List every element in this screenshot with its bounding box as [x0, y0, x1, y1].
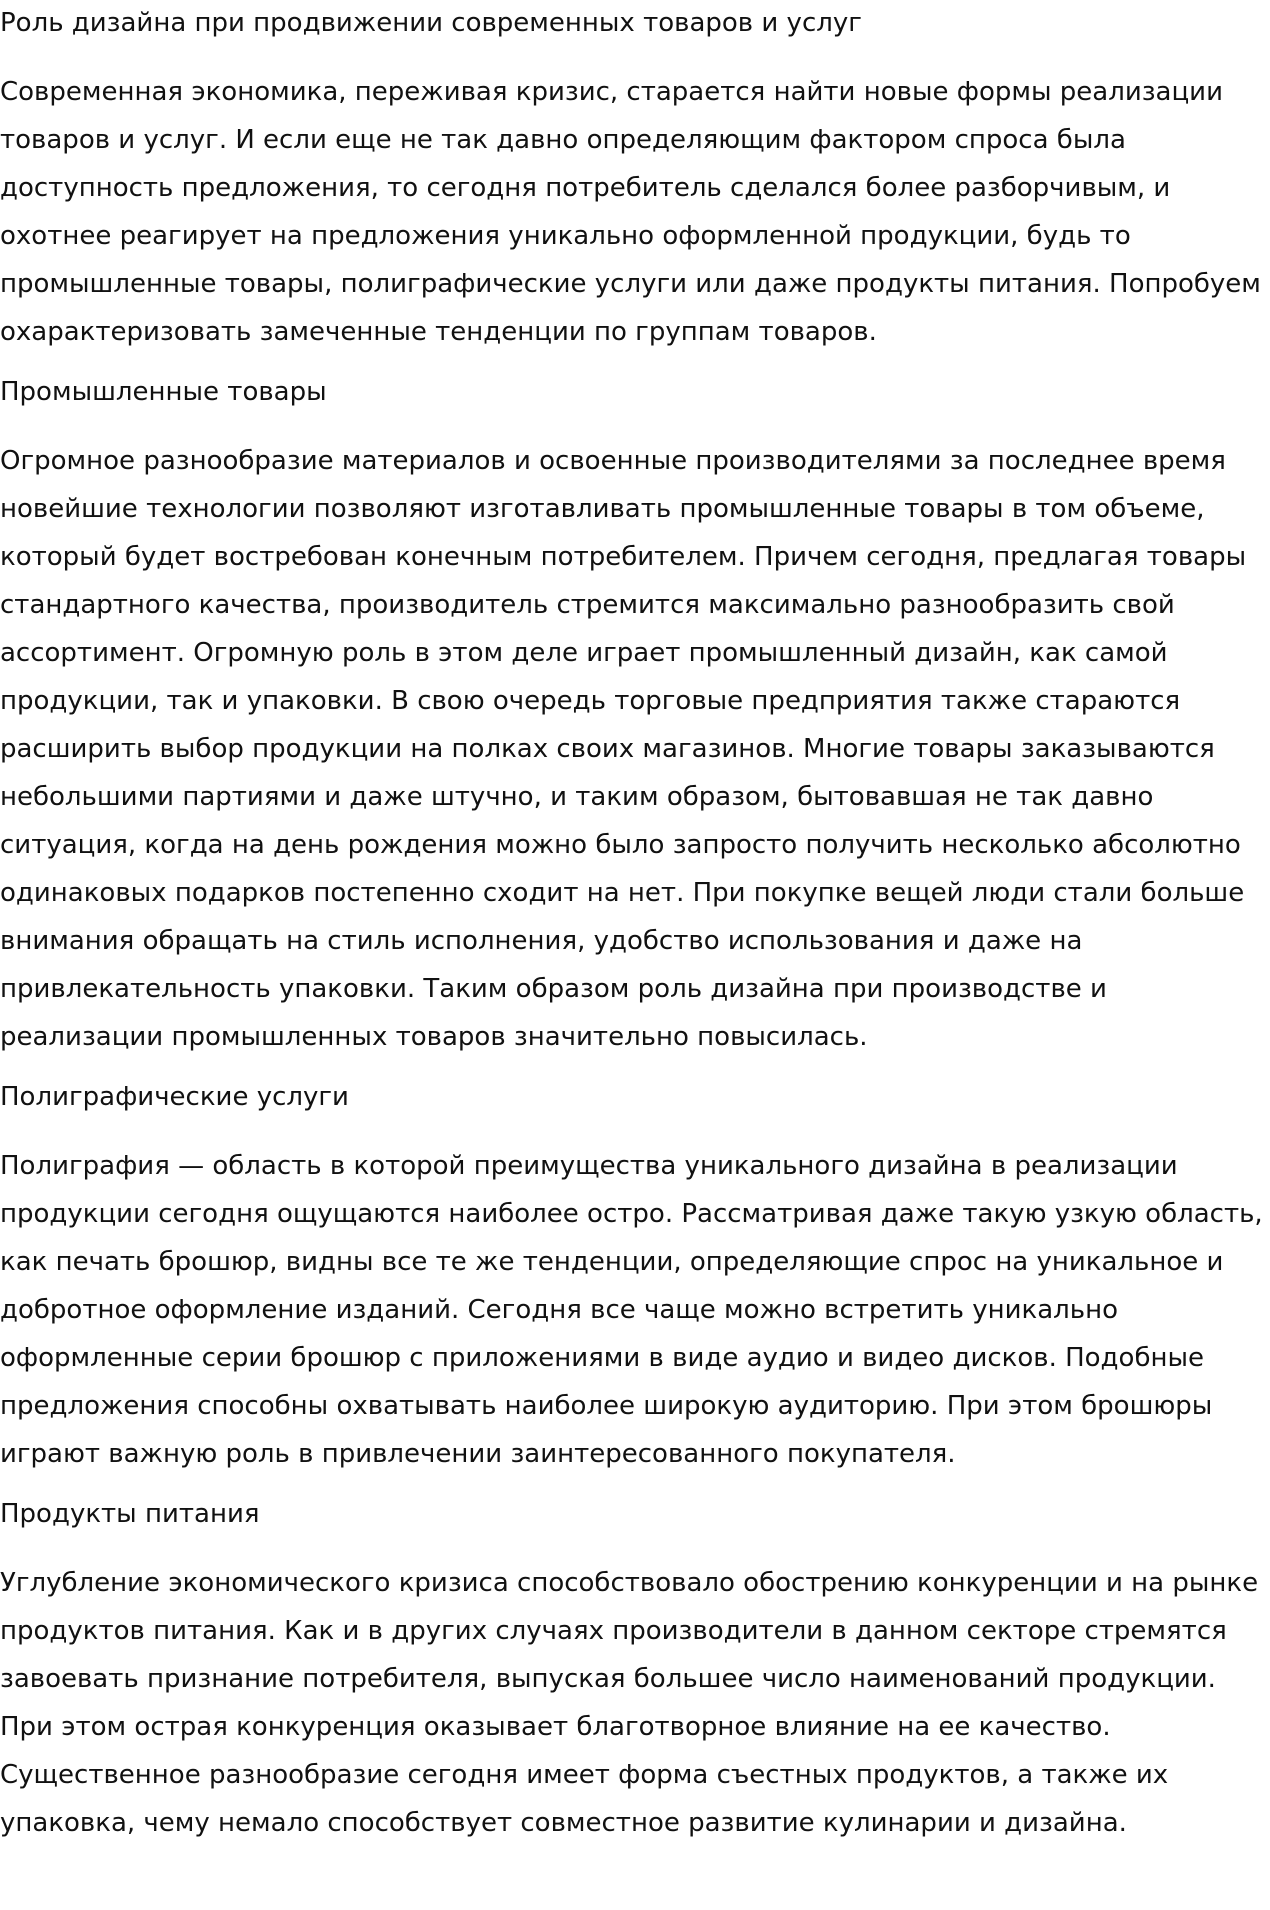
section-paragraph-industrial-goods: Огромное разнообразие материалов и освоенные производителями за последнее время новейшие технологии позволяют изготавливать промышленные товары в том объеме, который будет востребован конечным потребителем. Причем сегодня, предлагая товары стандартного качества, производитель стремится максимально разнообразить свой ассортимент. Огромную роль в этом деле играет промышленный дизайн, как самой продукции, так и упаковки. В свою очередь торговые предприятия также стараются расширить выбор продукции на полках своих магазинов. Многие товары заказываются небольшими партиями и даже штучно, и таким образом, бытовавшая не так давно ситуация, когда на день рождения можно было запросто получить несколько абсолютно одинаковых подарков постепенно сходит на нет. При покупке вещей люди стали больше внимания обращать на стиль исполнения, удобство использования и даже на привлекательность упаковки. Таким образом роль дизайна при производстве и реализации промышленных товаров значительно повысилась.: [0, 446, 1247, 1052]
section-paragraph-food-products: Углубление экономического кризиса способствовало обострению конкуренции и на рынке продуктов питания. Как и в других случаях производители в данном секторе стремятся завоевать признание потребителя, выпуская большее число наименований продукции. При этом острая конкуренция оказывает благотворное влияние на ее качество. Существенное разнообразие сегодня имеет форма съестных продуктов, а также их упаковка, чему немало способствует совместное развитие кулинарии и дизайна.: [0, 1568, 1259, 1838]
section-paragraph-printing-services: Полиграфия — область в которой преимущества уникального дизайна в реализации продукции сегодня ощущаются наиболее остро. Рассматривая даже такую узкую область, как печать брошюр, видны все те же тенденции, определяющие спрос на уникальное и добротное оформление изданий. Сегодня все чаще можно встретить уникально оформленные серии брошюр с приложениями в виде аудио и видео дисков. Подобные предложения способны охватывать наиболее широкую аудиторию. При этом брошюры играют важную роль в привлечении заинтересованного покупателя.: [0, 1151, 1263, 1469]
intro-paragraph: Современная экономика, переживая кризис, старается найти новые формы реализации товаров и услуг. И если еще не так давно определяющим фактором спроса была доступность предложения, то сегодня потребитель сделался более разборчивым, и охотнее реагирует на предложения уникально оформленной продукции, будь то промышленные товары, полиграфические услуги или даже продукты питания. Попробуем охарактеризовать замеченные тенденции по группам товаров.: [0, 77, 1261, 347]
section-heading-food-products: Продукты питания: [0, 1499, 260, 1529]
section-heading-industrial-goods: Промышленные товары: [0, 377, 327, 407]
document-title: Роль дизайна при продвижении современных товаров и услуг: [0, 8, 862, 38]
section-heading-printing-services: Полиграфические услуги: [0, 1082, 349, 1112]
